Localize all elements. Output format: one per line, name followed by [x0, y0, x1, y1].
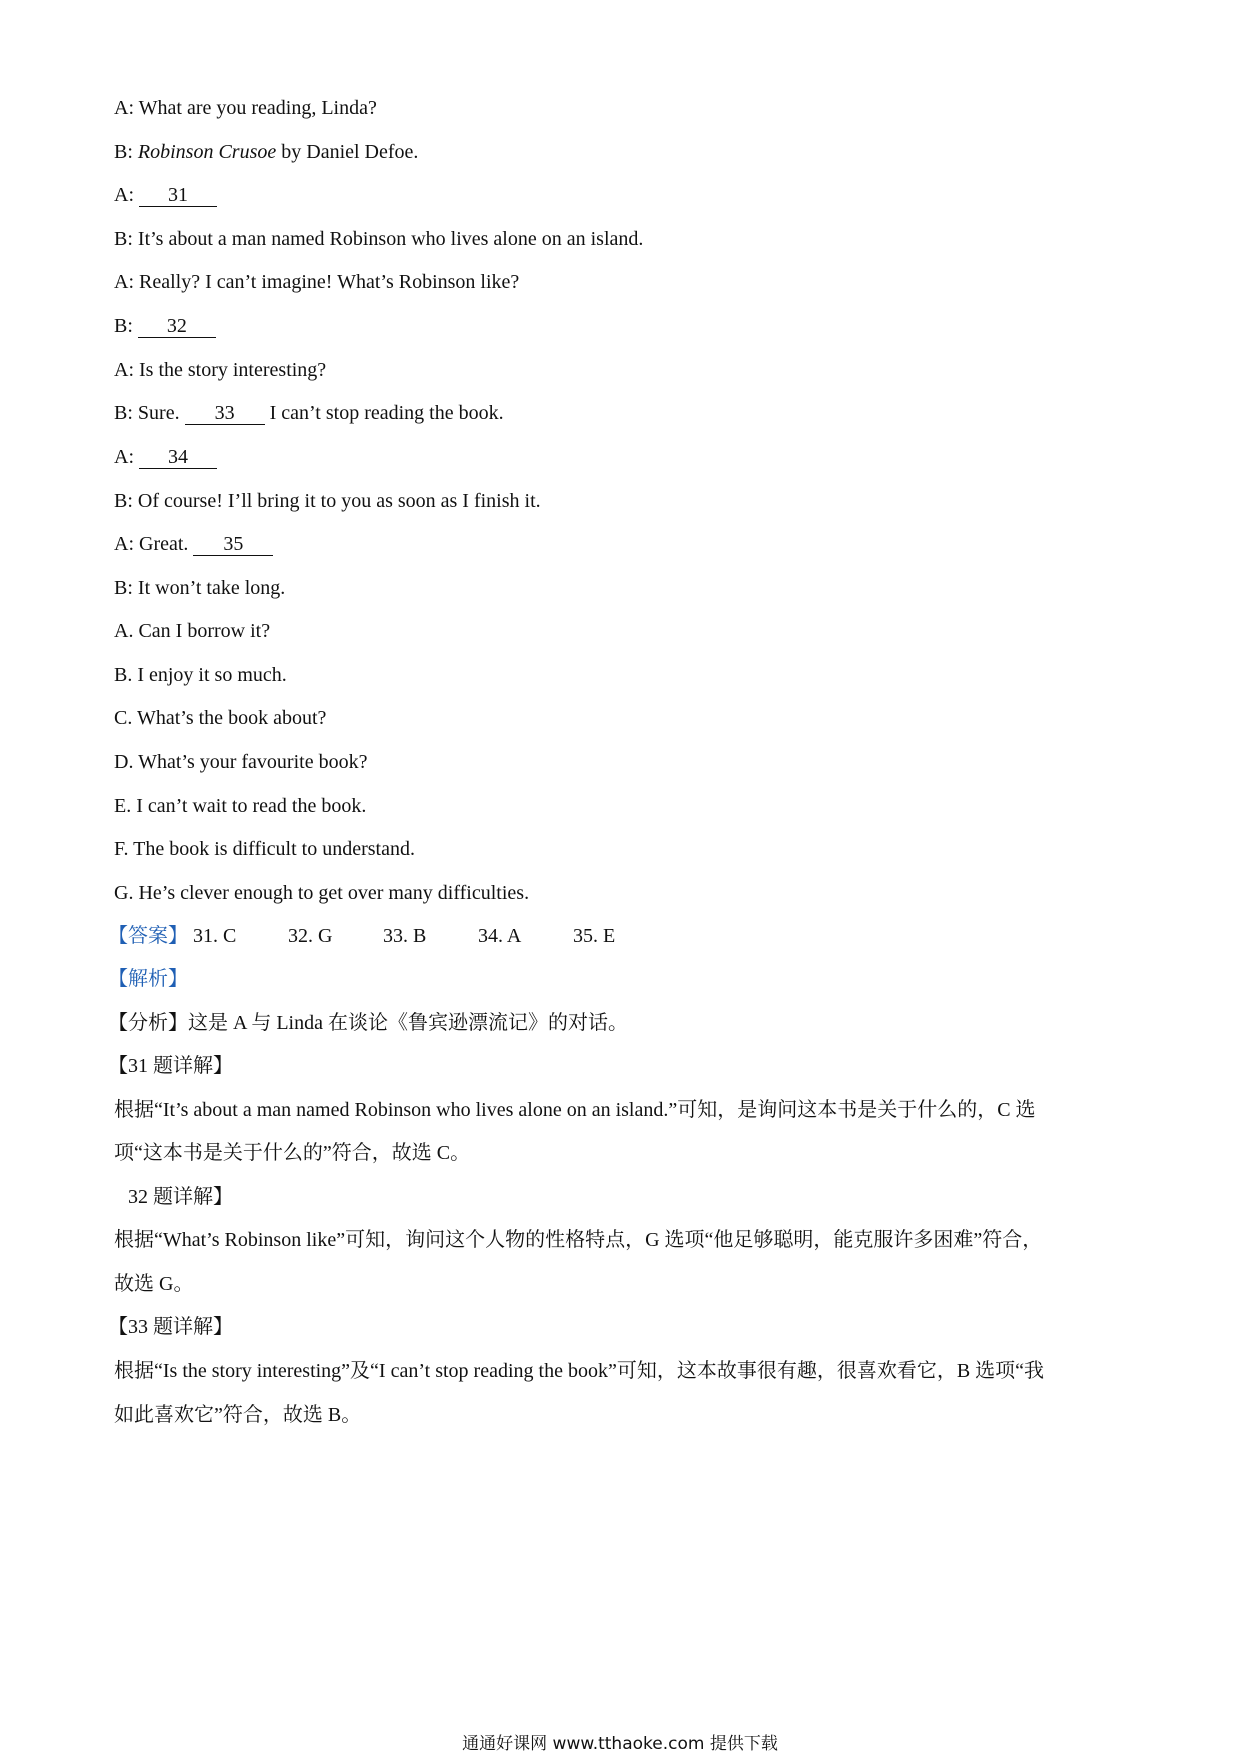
option-d: D. What’s your favourite book? — [114, 751, 368, 773]
analysis-label: 【解析】 — [108, 968, 188, 990]
option-a: A. Can I borrow it? — [114, 620, 271, 642]
speaker: A: — [114, 533, 134, 555]
book-title: Robinson Crusoe — [137, 141, 277, 163]
speaker: B: — [114, 141, 133, 163]
dialogue-pre: Great. — [139, 533, 189, 555]
q32-heading: 32 题详解】 — [128, 1186, 233, 1208]
dialogue-line-1 — [114, 96, 377, 120]
dialogue-line-6 — [114, 314, 216, 338]
blank-34[interactable]: 34 — [139, 447, 217, 469]
answer-item: 32. G — [288, 925, 333, 947]
q31-heading: 【31 题详解】 — [108, 1055, 233, 1077]
speaker: B: — [114, 490, 133, 512]
q31-explanation-2: 项“这本书是关于什么的”符合，故选 C。 — [114, 1142, 471, 1164]
speaker: B: — [114, 577, 133, 599]
dialogue-line-5 — [114, 270, 519, 294]
answer-item: 31. C — [193, 925, 237, 947]
speaker: A: — [114, 97, 134, 119]
dialogue-line-3 — [114, 183, 217, 207]
option-g: G. He’s clever enough to get over many difficulties. — [114, 882, 530, 904]
analysis-intro: 【分析】这是 A 与 Linda 在谈论《鲁宾逊漂流记》的对话。 — [108, 1012, 628, 1034]
dialogue-pre: Sure. — [137, 402, 180, 424]
q33-heading: 【33 题详解】 — [108, 1316, 233, 1338]
footer-watermark: 通通好课网 www.tthaoke.com 提供下载 — [462, 1734, 778, 1754]
dialogue-text: Is the story interesting? — [139, 359, 327, 381]
dialogue-line-4 — [114, 227, 643, 251]
dialogue-text: Of course! I’ll bring it to you as soon as I finish it. — [137, 490, 541, 512]
speaker: A: — [114, 184, 134, 206]
dialogue-text: It won’t take long. — [137, 577, 286, 599]
dialogue-line-10 — [114, 489, 541, 513]
answer-line — [108, 924, 615, 948]
blank-33[interactable]: 33 — [185, 403, 265, 425]
dialogue-text: Really? I can’t imagine! What’s Robinson like? — [139, 271, 520, 293]
dialogue-line-7 — [114, 358, 326, 382]
blank-35[interactable]: 35 — [193, 534, 273, 556]
q31-explanation-1: 根据“It’s about a man named Robinson who lives alone on an island.”可知，是询问这本书是关于什么的，C 选 — [114, 1099, 1036, 1121]
speaker: A: — [114, 446, 134, 468]
dialogue-line-11 — [114, 532, 273, 556]
speaker: A: — [114, 271, 134, 293]
dialogue-text: It’s about a man named Robinson who lives alone on an island. — [137, 228, 644, 250]
option-e: E. I can’t wait to read the book. — [114, 795, 367, 817]
option-f: F. The book is difficult to understand. — [114, 838, 415, 860]
answer-item: 33. B — [383, 925, 427, 947]
blank-31[interactable]: 31 — [139, 185, 217, 207]
speaker: A: — [114, 359, 134, 381]
answer-item: 35. E — [573, 925, 616, 947]
blank-32[interactable]: 32 — [138, 316, 216, 338]
speaker: B: — [114, 402, 133, 424]
dialogue-line-9 — [114, 445, 217, 469]
dialogue-text: I can’t stop reading the book. — [269, 402, 504, 424]
answer-label: 【答案】 — [108, 925, 188, 947]
q32-explanation-2: 故选 G。 — [114, 1273, 194, 1295]
dialogue-line-2 — [114, 140, 418, 164]
dialogue-line-8 — [114, 401, 504, 425]
option-b: B. I enjoy it so much. — [114, 664, 287, 686]
option-c: C. What’s the book about? — [114, 707, 327, 729]
speaker: B: — [114, 315, 133, 337]
q32-explanation-1: 根据“What’s Robinson like”可知，询问这个人物的性格特点，G 选项“他足够聪明，能克服许多困难”符合， — [114, 1229, 1043, 1251]
speaker: B: — [114, 228, 133, 250]
dialogue-text: What are you reading, Linda? — [138, 97, 377, 119]
dialogue-text: by Daniel Defoe. — [281, 141, 419, 163]
dialogue-line-12 — [114, 576, 285, 600]
answer-item: 34. A — [478, 925, 522, 947]
q33-explanation-1: 根据“Is the story interesting”及“I can’t stop reading the book”可知，这本故事很有趣，很喜欢看它，B 选项“我 — [114, 1360, 1045, 1382]
q33-explanation-2: 如此喜欢它”符合，故选 B。 — [114, 1404, 362, 1426]
